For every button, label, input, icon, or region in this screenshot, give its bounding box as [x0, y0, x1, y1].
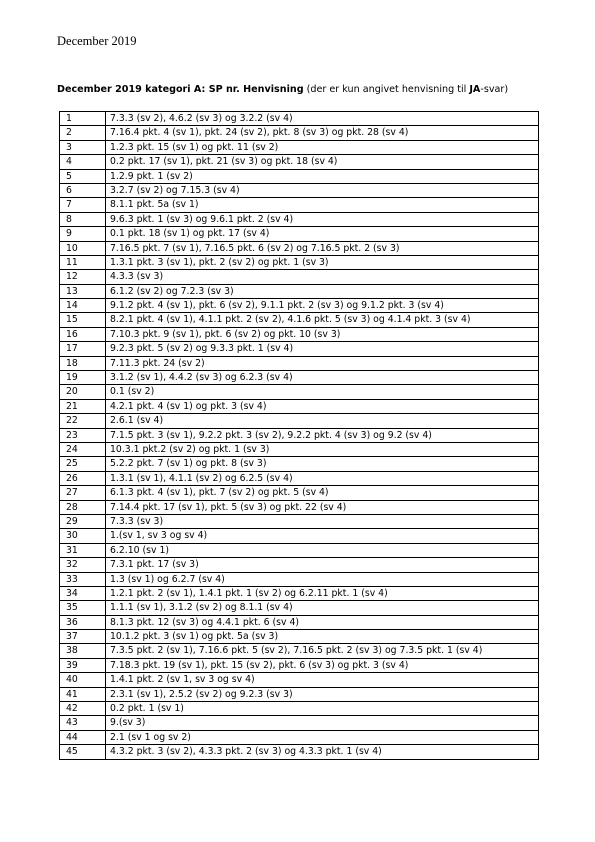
reference-cell: 7.18.3 pkt. 19 (sv 1), pkt. 15 (sv 2), pkt. 6 (sv 3) og pkt. 3 (sv 4): [106, 658, 539, 672]
reference-table-body: [60, 112, 539, 760]
table-row: [60, 457, 539, 471]
sp-number-cell: 36: [60, 615, 106, 629]
reference-cell: 1.4.1 pkt. 2 (sv 1, sv 3 og sv 4): [106, 673, 539, 687]
reference-cell: 0.1 (sv 2): [106, 385, 539, 399]
table-row: [60, 270, 539, 284]
sp-number-cell: 27: [60, 486, 106, 500]
reference-cell: 7.16.5 pkt. 7 (sv 1), 7.16.5 pkt. 6 (sv 2) og 7.16.5 pkt. 2 (sv 3): [106, 241, 539, 255]
sp-number-cell: 30: [60, 529, 106, 543]
table-row: [60, 442, 539, 456]
sp-number-cell: 41: [60, 687, 106, 701]
reference-cell: 0.2 pkt. 1 (sv 1): [106, 702, 539, 716]
table-row: [60, 155, 539, 169]
reference-cell: 8.1.3 pkt. 12 (sv 3) og 4.4.1 pkt. 6 (sv 4): [106, 615, 539, 629]
table-row: [60, 615, 539, 629]
table-row: [60, 183, 539, 197]
reference-cell: 4.3.3 (sv 3): [106, 270, 539, 284]
sp-number-cell: 29: [60, 514, 106, 528]
reference-cell: 7.3.1 pkt. 17 (sv 3): [106, 558, 539, 572]
reference-cell: 9.6.3 pkt. 1 (sv 3) og 9.6.1 pkt. 2 (sv 4): [106, 212, 539, 226]
sp-number-cell: 25: [60, 457, 106, 471]
reference-cell: 6.1.3 pkt. 4 (sv 1), pkt. 7 (sv 2) og pkt. 5 (sv 4): [106, 486, 539, 500]
table-row: [60, 284, 539, 298]
table-row: [60, 586, 539, 600]
table-row: [60, 471, 539, 485]
table-row: [60, 255, 539, 269]
sp-number-cell: 6: [60, 183, 106, 197]
table-heading-bold: December 2019 kategori A: SP nr. Henvisning: [57, 84, 304, 95]
reference-cell: 9.2.3 pkt. 5 (sv 2) og 9.3.3 pkt. 1 (sv 4): [106, 342, 539, 356]
sp-number-cell: 10: [60, 241, 106, 255]
reference-cell: 7.10.3 pkt. 9 (sv 1), pkt. 6 (sv 2) og pkt. 10 (sv 3): [106, 327, 539, 341]
table-row: [60, 745, 539, 759]
reference-cell: 7.14.4 pkt. 17 (sv 1), pkt. 5 (sv 3) og pkt. 22 (sv 4): [106, 500, 539, 514]
sp-number-cell: 22: [60, 414, 106, 428]
table-row: [60, 198, 539, 212]
table-row: [60, 500, 539, 514]
reference-cell: 10.1.2 pkt. 3 (sv 1) og pkt. 5a (sv 3): [106, 630, 539, 644]
sp-number-cell: 37: [60, 630, 106, 644]
sp-number-cell: 1: [60, 112, 106, 126]
sp-number-cell: 16: [60, 327, 106, 341]
reference-cell: 1.2.1 pkt. 2 (sv 1), 1.4.1 pkt. 1 (sv 2) og 6.2.11 pkt. 1 (sv 4): [106, 586, 539, 600]
table-row: [60, 371, 539, 385]
table-row: [60, 730, 539, 744]
reference-cell: 2.6.1 (sv 4): [106, 414, 539, 428]
sp-number-cell: 24: [60, 442, 106, 456]
reference-cell: 3.2.7 (sv 2) og 7.15.3 (sv 4): [106, 183, 539, 197]
reference-cell: 2.3.1 (sv 1), 2.5.2 (sv 2) og 9.2.3 (sv 3): [106, 687, 539, 701]
table-row: [60, 644, 539, 658]
sp-number-cell: 3: [60, 140, 106, 154]
table-heading-ja: JA: [469, 84, 481, 95]
reference-cell: 8.1.1 pkt. 5a (sv 1): [106, 198, 539, 212]
sp-number-cell: 38: [60, 644, 106, 658]
table-heading-note: (der er kun angivet henvisning til: [303, 84, 470, 95]
sp-number-cell: 42: [60, 702, 106, 716]
reference-cell: 6.1.2 (sv 2) og 7.2.3 (sv 3): [106, 284, 539, 298]
reference-cell: 7.1.5 pkt. 3 (sv 1), 9.2.2 pkt. 3 (sv 2), 9.2.2 pkt. 4 (sv 3) og 9.2 (sv 4): [106, 428, 539, 442]
sp-number-cell: 12: [60, 270, 106, 284]
table-row: [60, 658, 539, 672]
table-row: [60, 241, 539, 255]
reference-cell: 10.3.1 pkt.2 (sv 2) og pkt. 1 (sv 3): [106, 442, 539, 456]
sp-number-cell: 32: [60, 558, 106, 572]
table-row: [60, 356, 539, 370]
reference-cell: 4.3.2 pkt. 3 (sv 2), 4.3.3 pkt. 2 (sv 3) og 4.3.3 pkt. 1 (sv 4): [106, 745, 539, 759]
sp-number-cell: 23: [60, 428, 106, 442]
table-row: [60, 687, 539, 701]
reference-table: [59, 111, 539, 760]
sp-number-cell: 15: [60, 313, 106, 327]
table-row: [60, 529, 539, 543]
table-row: [60, 126, 539, 140]
table-row: [60, 514, 539, 528]
sp-number-cell: 19: [60, 371, 106, 385]
sp-number-cell: 2: [60, 126, 106, 140]
reference-cell: 0.1 pkt. 18 (sv 1) og pkt. 17 (sv 4): [106, 227, 539, 241]
table-row: [60, 716, 539, 730]
sp-number-cell: 43: [60, 716, 106, 730]
reference-cell: 1.3 (sv 1) og 6.2.7 (sv 4): [106, 572, 539, 586]
table-row: [60, 630, 539, 644]
reference-cell: 7.16.4 pkt. 4 (sv 1), pkt. 24 (sv 2), pkt. 8 (sv 3) og pkt. 28 (sv 4): [106, 126, 539, 140]
reference-cell: 3.1.2 (sv 1), 4.4.2 (sv 3) og 6.2.3 (sv 4): [106, 371, 539, 385]
sp-number-cell: 34: [60, 586, 106, 600]
sp-number-cell: 44: [60, 730, 106, 744]
table-row: [60, 399, 539, 413]
table-row: [60, 543, 539, 557]
sp-number-cell: 21: [60, 399, 106, 413]
sp-number-cell: 8: [60, 212, 106, 226]
table-row: [60, 601, 539, 615]
sp-number-cell: 5: [60, 169, 106, 183]
sp-number-cell: 13: [60, 284, 106, 298]
reference-cell: 1.3.1 pkt. 3 (sv 1), pkt. 2 (sv 2) og pkt. 1 (sv 3): [106, 255, 539, 269]
reference-cell: 7.3.3 (sv 2), 4.6.2 (sv 3) og 3.2.2 (sv 4): [106, 112, 539, 126]
sp-number-cell: 35: [60, 601, 106, 615]
table-row: [60, 558, 539, 572]
sp-number-cell: 40: [60, 673, 106, 687]
table-row: [60, 313, 539, 327]
reference-cell: 6.2.10 (sv 1): [106, 543, 539, 557]
table-row: [60, 486, 539, 500]
sp-number-cell: 11: [60, 255, 106, 269]
table-row: [60, 428, 539, 442]
table-row: [60, 299, 539, 313]
sp-number-cell: 33: [60, 572, 106, 586]
table-row: [60, 327, 539, 341]
sp-number-cell: 39: [60, 658, 106, 672]
reference-cell: 8.2.1 pkt. 4 (sv 1), 4.1.1 pkt. 2 (sv 2), 4.1.6 pkt. 5 (sv 3) og 4.1.4 pkt. 3 (sv 4): [106, 313, 539, 327]
table-row: [60, 414, 539, 428]
table-row: [60, 112, 539, 126]
reference-cell: 1.1.1 (sv 1), 3.1.2 (sv 2) og 8.1.1 (sv 4): [106, 601, 539, 615]
sp-number-cell: 18: [60, 356, 106, 370]
sp-number-cell: 17: [60, 342, 106, 356]
table-row: [60, 673, 539, 687]
reference-cell: 1.3.1 (sv 1), 4.1.1 (sv 2) og 6.2.5 (sv 4): [106, 471, 539, 485]
table-row: [60, 702, 539, 716]
sp-number-cell: 9: [60, 227, 106, 241]
table-row: [60, 572, 539, 586]
reference-cell: 2.1 (sv 1 og sv 2): [106, 730, 539, 744]
sp-number-cell: 14: [60, 299, 106, 313]
reference-cell: 0.2 pkt. 17 (sv 1), pkt. 21 (sv 3) og pkt. 18 (sv 4): [106, 155, 539, 169]
reference-cell: 4.2.1 pkt. 4 (sv 1) og pkt. 3 (sv 4): [106, 399, 539, 413]
sp-number-cell: 7: [60, 198, 106, 212]
reference-cell: 1.2.9 pkt. 1 (sv 2): [106, 169, 539, 183]
reference-cell: 7.11.3 pkt. 24 (sv 2): [106, 356, 539, 370]
table-heading-trailing: -svar): [480, 84, 509, 95]
table-row: [60, 169, 539, 183]
document-date-header: December 2019: [57, 34, 137, 48]
sp-number-cell: 4: [60, 155, 106, 169]
sp-number-cell: 45: [60, 745, 106, 759]
reference-cell: 7.3.3 (sv 3): [106, 514, 539, 528]
reference-cell: 7.3.5 pkt. 2 (sv 1), 7.16.6 pkt. 5 (sv 2), 7.16.5 pkt. 2 (sv 3) og 7.3.5 pkt. 1 (sv 4): [106, 644, 539, 658]
sp-number-cell: 28: [60, 500, 106, 514]
table-row: [60, 227, 539, 241]
sp-number-cell: 20: [60, 385, 106, 399]
reference-cell: 1.(sv 1, sv 3 og sv 4): [106, 529, 539, 543]
sp-number-cell: 31: [60, 543, 106, 557]
table-heading: [57, 84, 527, 96]
table-row: [60, 212, 539, 226]
sp-number-cell: 26: [60, 471, 106, 485]
reference-cell: 9.(sv 3): [106, 716, 539, 730]
reference-cell: 5.2.2 pkt. 7 (sv 1) og pkt. 8 (sv 3): [106, 457, 539, 471]
table-row: [60, 140, 539, 154]
reference-cell: 9.1.2 pkt. 4 (sv 1), pkt. 6 (sv 2), 9.1.1 pkt. 2 (sv 3) og 9.1.2 pkt. 3 (sv 4): [106, 299, 539, 313]
table-row: [60, 385, 539, 399]
reference-cell: 1.2.3 pkt. 15 (sv 1) og pkt. 11 (sv 2): [106, 140, 539, 154]
table-row: [60, 342, 539, 356]
